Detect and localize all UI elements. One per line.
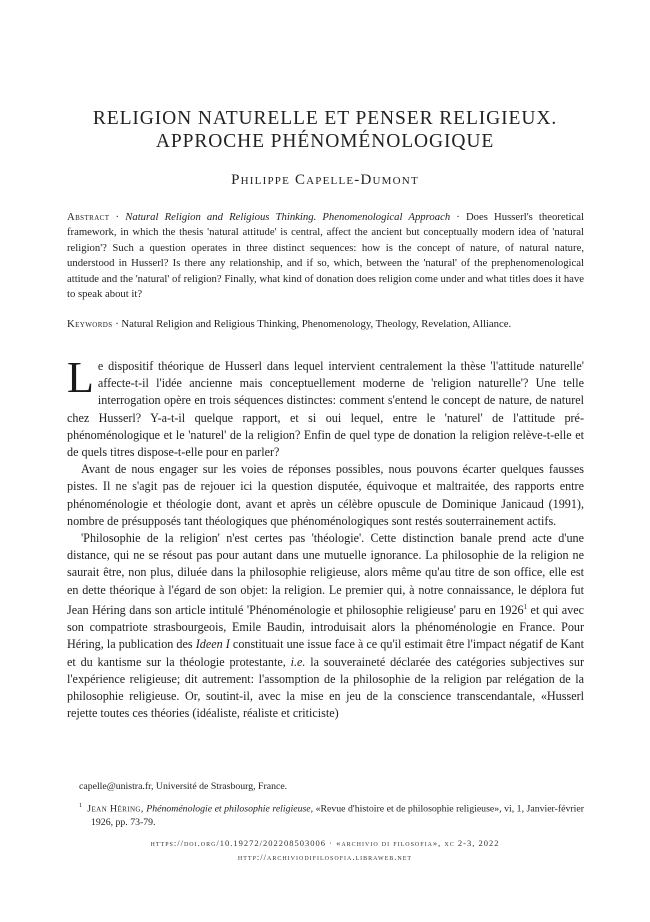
ideen-title: Ideen I <box>195 637 230 652</box>
footnotes <box>67 780 584 835</box>
abstract-label: Abstract <box>67 211 110 223</box>
paragraph-3 <box>67 530 584 722</box>
footnote-1-rest: «Revue d'histoire et de philosophie religieuse», vi, 1, Janvier-février 1926, pp. 73-79. <box>91 803 584 829</box>
drop-cap: L <box>67 353 94 402</box>
abstract-separator: · <box>109 211 126 223</box>
title-line-1: RELIGION NATURELLE ET PENSER RELIGIEUX. <box>92 108 558 129</box>
keywords <box>67 317 584 332</box>
keywords-label: Keywords <box>67 318 113 330</box>
paragraph-1-text: e dispositif théorique de Husserl dans lequel intervient centralement la thèse 'l'attitude naturelle' affecte-t-il l'idée ancienne mais conceptuellement moderne de 'religion naturelle'? Une telle interrogation opère en trois séquences distinctes: comment s'entend le concept de nature, de naturel chez Husserl? Y-a-t-il quelque rapport, et si oui lequel, entre le 'naturel' de l'attitude pré-phénoménologique et le 'naturel' de la religion? Enfin de quel type de donation la religion relève-t-elle et de quels titres dispose-t-elle pour en parler? <box>67 359 584 460</box>
paragraph-3-text-a: 'Philosophie de la religion' n'est certes pas 'théologie'. Cette distinction banale prend acte d'une distance, qui ne se résout pas pour autant dans une mutuelle ignorance. La philosophie de la religion ne saurait être, non plus, diluée dans la philosophie religieuse, alors même qu'au titre de son office, elle est en dette théorique à l'égard de son objet: la religion. Le premier qui, à notre connaissance, le déplora fut Jean Héring dans son article intitulé 'Phénoménologie et philosophie religieuse' paru en 1926 <box>67 531 584 617</box>
ie-abbrev: i.e. <box>290 654 306 669</box>
website-line[interactable]: http://archiviodifilosofia.libraweb.net <box>237 852 413 862</box>
paragraph-3-text-c: constituait une issue face à ce qu'il estimait être l'impact négatif de Kant et du kantisme sur la théologie protestante, <box>67 637 584 669</box>
paragraph-3-text-d: la souveraineté déclarée des catégories subjectives sur l'expérience religieuse; dit autrement: l'assomption de la philosophie de la religion par relégation de la philosophie religieuse. Or, soutint-il, avec la mise en jeu de la conscience transcendantale, «Husserl rejette toutes ces théories (idéaliste, réaliste et criticiste) <box>67 654 584 721</box>
abstract <box>67 210 584 302</box>
paragraph-1 <box>67 353 584 461</box>
footnote-1-author: Jean Héring, <box>87 803 144 815</box>
author-name: Philippe Capelle-Dumont <box>231 172 419 188</box>
paragraph-2: Avant de nous engager sur les voies de réponses possibles, nous pouvons écarter quelques fausses pistes. Il ne s'agit pas de rejouer ici la question disputée, équivoque et maltraitée, des rapports entre phénoménologie et théologie dont, avant et après un célèbre opuscule de Dominique Janicaud (1991), nombre de présupposés tant théologiques que phénoménologiques sont restés souterrainement actifs. <box>67 462 584 528</box>
contact-note: capelle@unistra.fr, Université de Strasbourg, France. <box>79 781 288 792</box>
footnote-1-number: 1 <box>79 802 83 809</box>
footnote-ref-1[interactable]: 1 <box>523 602 528 611</box>
footnote-1-title: Phénoménologie et philosophie religieuse, <box>146 803 314 815</box>
keywords-text: · Natural Religion and Religious Thinking, Phenomenology, Theology, Revelation, Alliance. <box>112 318 512 330</box>
paragraph-3-text-b: et qui avec son compatriote strasbourgeois, Emile Baudin, introduisait alors la phénoménologie en France. Pour Héring, la publication des <box>67 602 584 652</box>
doi-line[interactable]: https://doi.org/10.19272/202208503006 · «archivio di filosofia», xc 2-3, 2022 <box>150 838 500 848</box>
footnote-1 <box>79 799 584 830</box>
abstract-text: · Does Husserl's theoretical framework, in which the thesis 'natural attitude' is central, affect the ancient but conceptually modern idea of 'natural religion'? Such a question operates in three distinct sequences: how is the concept of nature, of natural nature, understood in Husserl? Is there any relationship, and if so, which, between the 'natural' of the prephenomenological attitude and the 'natural' of religion? Finally, what kind of donation does religion come under and what titles does it have to speak about it? <box>67 211 584 301</box>
article-title <box>60 107 590 153</box>
body-text <box>67 353 584 722</box>
abstract-subtitle: Natural Religion and Religious Thinking. Phenomenological Approach <box>125 211 451 223</box>
title-line-2: APPROCHE PHÉNOMÉNOLOGIQUE <box>155 131 495 152</box>
